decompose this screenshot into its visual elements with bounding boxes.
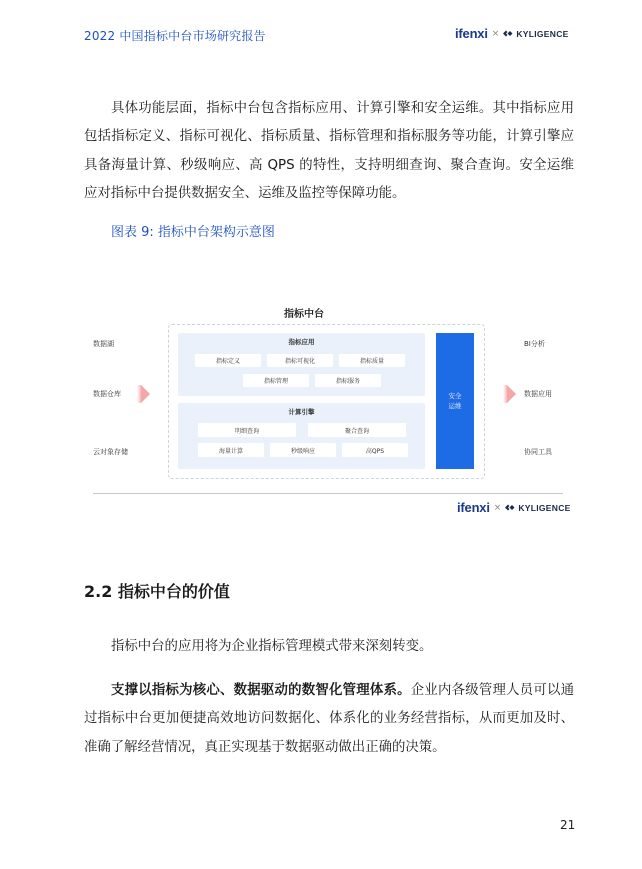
source-label-object-storage: 云对象存储 [93, 448, 128, 456]
logo-separator: × [493, 502, 502, 513]
input-arrow-icon [137, 385, 150, 403]
target-label-data-apps: 数据应用 [524, 390, 552, 398]
chip-detail-query: 明细查询 [198, 423, 296, 437]
source-label-data-warehouse: 数据仓库 [93, 390, 121, 398]
section-heading: 2.2 指标中台的价值 [84, 582, 230, 601]
report-title: 2022 中国指标中台市场研究报告 [84, 29, 266, 43]
security-label-line2: 运维 [448, 402, 462, 410]
chip-aggregate-query: 聚合查询 [308, 423, 406, 437]
header-logo [455, 26, 569, 41]
paragraph-data-driven [84, 677, 574, 762]
target-label-bi: BI分析 [524, 340, 545, 348]
kyligence-mark-icon [503, 29, 513, 38]
kyligence-wordmark: KYLIGENCE [516, 28, 569, 39]
source-label-data-lake: 数据湖 [93, 340, 114, 348]
security-label-line1: 安全 [448, 392, 462, 400]
paragraph-functions: 具体功能层面，指标中台包含指标应用、计算引擎和安全运维。其中指标应用包括指标定义、指标可视化、指标质量、指标管理和指标服务等功能，计算引擎应具备海量计算、秒级响应、高 QPS 的特性，支持明细查询、聚合查询。安全运维应对指标中台提供数据安全、运维及监控等保障功能。 [84, 101, 574, 201]
kyligence-logo [505, 503, 570, 513]
figure-caption: 图表 9: 指标中台架构示意图 [111, 225, 275, 240]
paragraph-lead: 支撑以指标为核心、数据驱动的数智化管理体系。 [111, 683, 411, 698]
chip-metric-management: 指标管理 [243, 374, 309, 387]
logo-separator: × [491, 28, 500, 39]
chip-high-qps: 高QPS [342, 443, 408, 457]
chip-second-response: 秒级响应 [270, 443, 336, 457]
ifenxi-logo: ifenxi [457, 500, 490, 515]
kyligence-wordmark: KYLIGENCE [518, 502, 571, 513]
compute-engine-title: 计算引擎 [288, 408, 315, 416]
diagram-divider [93, 493, 563, 494]
chip-metric-quality: 指标质量 [339, 354, 405, 367]
chip-metric-service: 指标服务 [315, 374, 381, 387]
chip-massive-compute: 海量计算 [198, 443, 264, 457]
output-arrow-icon [503, 385, 516, 403]
chip-metric-definition: 指标定义 [195, 354, 261, 367]
metric-app-title: 指标应用 [288, 338, 315, 346]
paragraph-transformation: 指标中台的应用将为企业指标管理模式带来深刻转变。 [111, 639, 433, 654]
ifenxi-logo: ifenxi [455, 26, 488, 41]
diagram-title: 指标中台 [284, 309, 324, 320]
page-number: 21 [560, 818, 576, 832]
target-label-collab-tools: 协同工具 [524, 448, 552, 456]
security-ops-bar [436, 333, 474, 469]
chip-metric-visualization: 指标可视化 [267, 354, 333, 367]
figure-source-logo [457, 500, 571, 515]
paragraph-body: 企业内各级管理人员可以通过指标中台更加便捷高效地访问数据化、体系化的业务经营指标，从而更加及时、准确了解经营情况，真正实现基于数据驱动做出正确的决策。 [84, 683, 575, 755]
kyligence-mark-icon [505, 503, 515, 512]
kyligence-logo [503, 29, 568, 39]
